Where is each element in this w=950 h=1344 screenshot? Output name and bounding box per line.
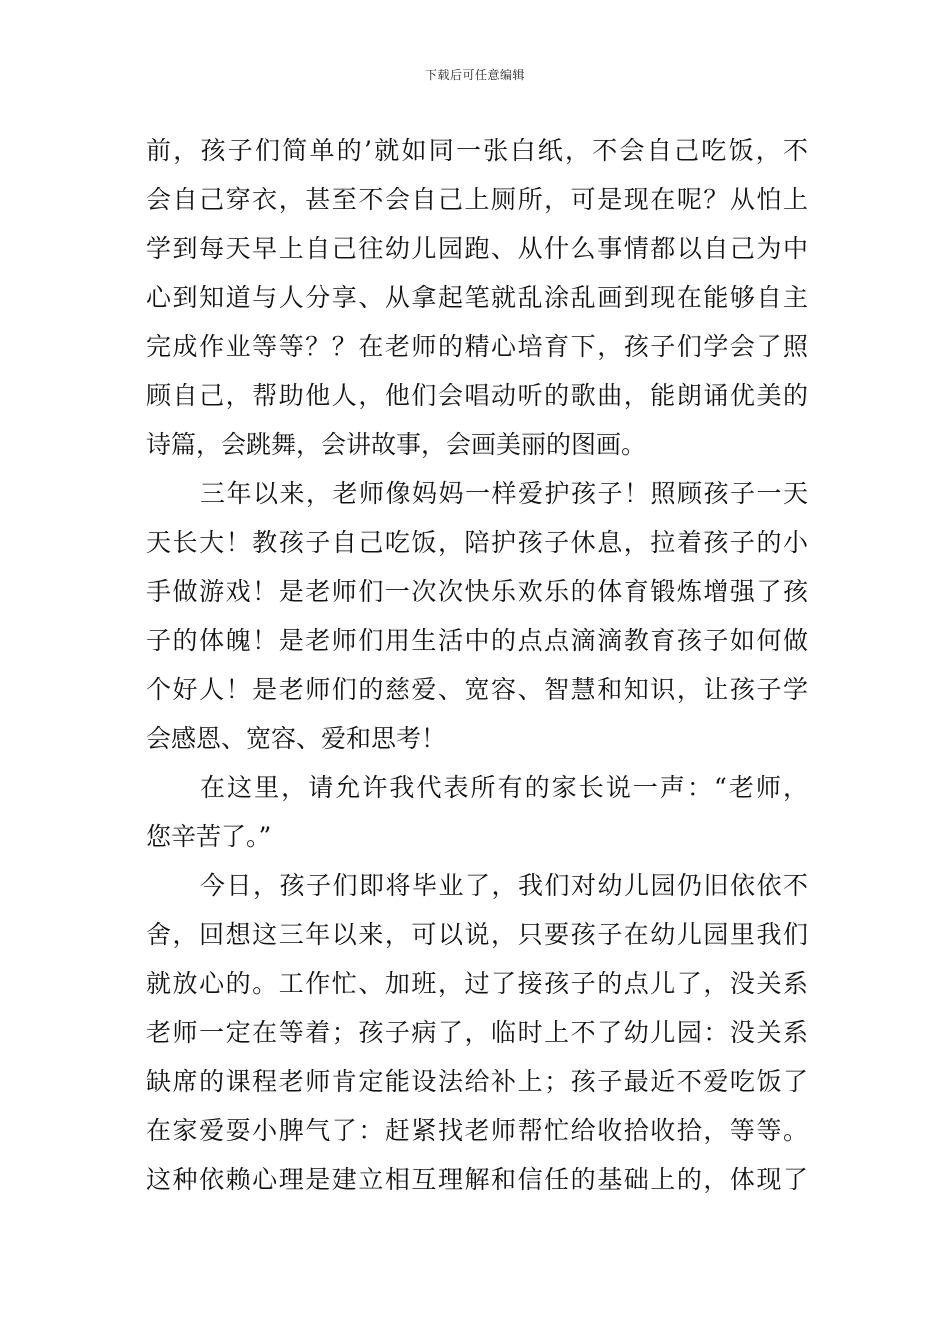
text-line: 顾自己，帮助他人，他们会唱动听的歌曲，能朗诵优美的 bbox=[146, 381, 808, 410]
text-line: 这种依赖心理是建立相互理解和信任的基础上的，体现了 bbox=[146, 1165, 808, 1194]
text-line: 个好人！是老师们的慈爱、宽容、智慧和知识，让孩子学 bbox=[146, 675, 808, 704]
header-note: 下载后可任意编辑 bbox=[424, 68, 525, 82]
text-line: 天长大！教孩子自己吃饭，陪护孩子休息，拉着孩子的小 bbox=[146, 528, 808, 557]
text-line: 手做游戏！是老师们一次次快乐欢乐的体育锻炼增强了孩 bbox=[146, 577, 808, 606]
text-line: 诗篇，会跳舞，会讲故事，会画美丽的图画。 bbox=[146, 430, 647, 459]
text-line: 您辛苦了。” bbox=[146, 822, 272, 851]
text-line: 完成作业等等？？在老师的精心培育下，孩子们学会了照 bbox=[146, 332, 808, 361]
text-line: 老师一定在等着；孩子病了，临时上不了幼儿园：没关系 bbox=[146, 1018, 808, 1047]
text-line: 三年以来，老师像妈妈一样爱护孩子！照顾孩子一天 bbox=[200, 479, 808, 508]
document-body bbox=[146, 126, 808, 1204]
text-line: 会感恩、宽容、爱和思考！ bbox=[146, 724, 447, 753]
text-line: 学到每天早上自己往幼儿园跑、从什么事情都以自己为中 bbox=[146, 234, 808, 263]
text-line: 在家爱耍小脾气了：赶紧找老师帮忙给收拾收拾，等等。 bbox=[146, 1116, 808, 1145]
text-line: 舍，回想这三年以来，可以说，只要孩子在幼儿园里我们 bbox=[146, 920, 808, 949]
text-line: 子的体魄！是老师们用生活中的点点滴滴教育孩子如何做 bbox=[146, 626, 808, 655]
text-line: 就放心的。工作忙、加班，过了接孩子的点儿了，没关系 bbox=[146, 969, 808, 998]
text-line: 在这里，请允许我代表所有的家长说一声：“老师， bbox=[200, 773, 808, 802]
text-line: 前，孩子们简单的’就如同一张白纸，不会自己吃饭，不 bbox=[146, 136, 808, 165]
text-line: 今日，孩子们即将毕业了，我们对幼儿园仍旧依依不 bbox=[200, 871, 808, 900]
text-line: 心到知道与人分享、从拿起笔就乱涂乱画到现在能够自主 bbox=[146, 283, 808, 312]
text-line: 会自己穿衣，甚至不会自己上厕所，可是现在呢？从怕上 bbox=[146, 185, 808, 214]
text-line: 缺席的课程老师肯定能设法给补上；孩子最近不爱吃饭了 bbox=[146, 1067, 808, 1096]
